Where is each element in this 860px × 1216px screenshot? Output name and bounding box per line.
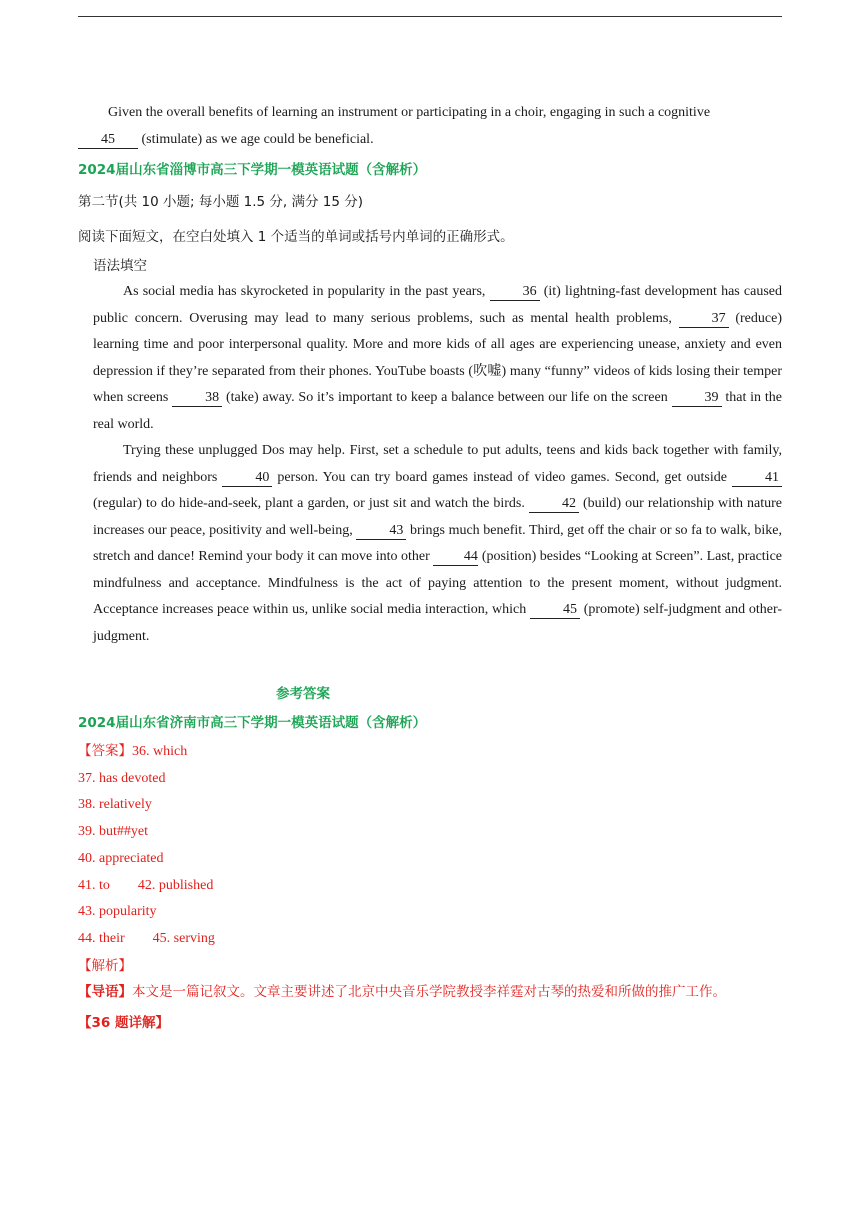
answer-42: 42. published [137, 877, 214, 893]
intro-text-after: (stimulate) as we age could be beneficial. [138, 131, 374, 147]
analysis-tag: 【解析】 [78, 957, 132, 974]
answer-list [78, 738, 782, 1037]
p2-text: Trying these unplugged Dos may help. First, set a schedule to put adults, teens and kids back together with family, friends and neighbors [93, 443, 782, 485]
guide-text: 本文是一篇记叙文。文章主要讲述了北京中央音乐学院教授李祥霆对古琴的热爱和所做的推广工作。 [132, 984, 726, 1001]
blank-41: 41 [732, 470, 782, 487]
blank-39: 39 [672, 390, 722, 407]
blank-43: 43 [356, 523, 406, 540]
blank-45: 45 [530, 602, 580, 619]
answer-37: 37. has devoted [78, 770, 166, 786]
answer-heading: 参考答案 [276, 686, 330, 702]
blank-42: 42 [529, 496, 579, 513]
p1-text: (reduce) learning time and poor interpersonal quality. More and more kids of all ages are experiencing unease, anxiety and even depression if they’re separated from their phones. YouTube boasts (吹嘘) many “funny” videos of kids losing their temper when screens [93, 310, 782, 405]
p2-text: (regular) to do hide-and-seek, plant a garden, or just sit and watch the birds. [93, 496, 529, 511]
p2-text: brings much benefit. Third, get off the chair or so fa to walk, bike, stretch and dance! Remind your body it can move into other [93, 522, 782, 564]
answer-44: 44. their [78, 930, 125, 946]
blank-38: 38 [172, 390, 222, 407]
answer-source-title: 2024届山东省济南市高三下学期一模英语试题（含解析） [78, 715, 427, 731]
p2-text: person. You can try board games instead of video games. Second, get outside [272, 469, 732, 485]
answer-45: 45. serving [152, 930, 215, 946]
passage-paragraph-2 [93, 438, 782, 650]
p1-text: (it) lightning-fast development has caused public concern. Overusing may lead to many serious problems, such as mental health problems, [93, 284, 782, 326]
answer-38: 38. relatively [78, 797, 152, 813]
answer-43: 43. popularity [78, 904, 157, 920]
answer-41: 41. to [78, 877, 110, 893]
blank-45-intro: 45 [78, 132, 138, 149]
answer-39: 39. but##yet [78, 824, 148, 840]
p2-text: (position) besides “Looking at Screen”. Last, practice mindfulness and acceptance. Mindfulness is the act of paying attention to the present moment, without judgment. Acceptance increases peace within us, unlike social media interaction, which [93, 549, 783, 617]
blank-36: 36 [490, 284, 540, 301]
direction-instruction: 阅读下面短文，在空白处填入 1 个适当的单词或括号内单词的正确形式。 [78, 229, 514, 245]
question-36-detail-heading: 【36 题详解】 [78, 1015, 169, 1032]
p2-text: (promote) self-judgment and other-judgment. [93, 602, 782, 644]
passage [93, 279, 782, 650]
header-rule [78, 16, 782, 17]
guide-paragraph [78, 979, 782, 1006]
answer-tag: 【答案】 [78, 743, 132, 759]
p2-text: (build) our relationship with nature increases our peace, positivity and well-being, [93, 496, 782, 538]
answer-40: 40. appreciated [78, 850, 164, 866]
section-title: 2024届山东省淄博市高三下学期一模英语试题（含解析） [78, 162, 427, 178]
blank-37: 37 [679, 311, 729, 328]
intro-paragraph [78, 100, 782, 153]
grammar-label: 语法填空 [93, 258, 147, 274]
p1-text: (take) away. So it’s important to keep a balance between our life on the screen [222, 390, 672, 405]
guide-tag: 【导语】 [78, 984, 132, 1001]
part-instruction: 第二节(共 10 小题; 每小题 1.5 分, 满分 15 分) [78, 194, 364, 210]
intro-text-before: Given the overall benefits of learning an instrument or participating in a choir, engaging in such a cognitive [108, 105, 711, 120]
passage-paragraph-1 [93, 279, 782, 438]
blank-44: 44 [433, 549, 478, 566]
p1-text: As social media has skyrocketed in popularity in the past years, [123, 284, 490, 299]
answer-36: 36. which [132, 744, 188, 759]
blank-40: 40 [222, 470, 272, 487]
p1-text: that in the real world. [93, 390, 782, 432]
